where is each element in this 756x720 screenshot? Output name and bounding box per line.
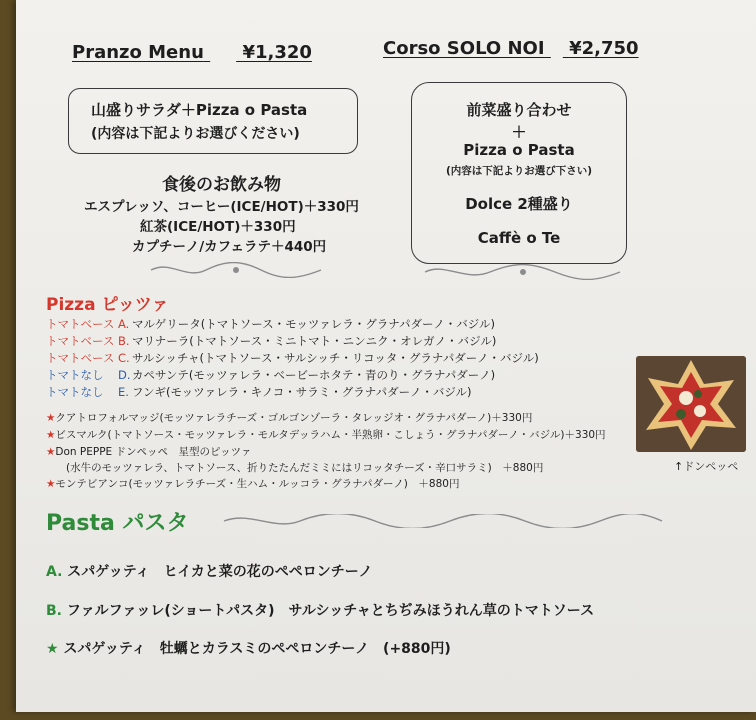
corso-item-dolce: Dolce 2種盛り — [465, 195, 573, 213]
photo-caption: ↑ドンペッペ — [674, 460, 739, 473]
pranzo-box-line2: (内容は下記よりお選びください) — [91, 126, 300, 142]
pizza-desc: マルゲリータ(トマトソース・モッツァレラ・グラナパダーノ・バジル) — [132, 317, 495, 331]
star-icon: ★ — [46, 412, 56, 424]
drink-line-3: カプチーノ/カフェラテ＋440円 — [132, 239, 327, 255]
pizza-letter: B. — [118, 334, 130, 348]
ornament-divider-left — [146, 262, 326, 278]
pranzo-price: ¥1,320 — [242, 42, 312, 63]
pizza-desc: マリナーラ(トマトソース・ミニトマト・ニンニク・オレガノ・バジル) — [132, 334, 497, 348]
corso-price: ¥2,750 — [569, 38, 639, 59]
pasta-heading: Pasta パスタ — [46, 511, 189, 536]
pranzo-title — [72, 42, 312, 63]
pizza-row-d — [46, 367, 495, 383]
pizza-letter: E. — [118, 385, 129, 399]
pasta-mark: A. — [46, 564, 63, 580]
pizza-letter: A. — [118, 317, 130, 331]
ornament-divider-pasta — [220, 514, 666, 528]
pizza-desc: フンギ(モッツァレラ・キノコ・サラミ・グラナパダーノ・バジル) — [132, 385, 472, 399]
pasta-mark: B. — [46, 603, 62, 619]
special-text: (水牛のモッツァレラ、トマトソース、折りたたんだミミにはリコッタチーズ・辛口サラミ) ＋880円 — [66, 462, 544, 474]
pasta-item-a — [46, 561, 373, 581]
special-quattro — [46, 410, 532, 425]
star-icon: ★ — [46, 478, 56, 490]
corso-title-text: Corso SOLO NOI — [383, 38, 545, 59]
star-icon: ★ — [46, 429, 56, 441]
pizza-row-c — [46, 350, 539, 366]
special-text: モンテビアンコ(モッツァレラチーズ・生ハム・ルッコラ・グラナパダーノ) ＋880円 — [55, 478, 460, 490]
pranzo-box-line1: 山盛りサラダ＋Pizza o Pasta — [91, 101, 308, 119]
star-icon: ★ — [46, 446, 56, 458]
corso-item-antipasto: 前菜盛り合わせ — [466, 101, 572, 119]
drink-line-2: 紅茶(ICE/HOT)＋330円 — [140, 219, 296, 235]
pizza-base-label: トマトベース — [46, 317, 115, 331]
corso-item-plus: ＋ — [511, 123, 527, 141]
corso-item-caffe: Caffè o Te — [477, 229, 561, 247]
pizza-row-a — [46, 316, 495, 332]
special-text: ビスマルク(トマトソース・モッツァレラ・モルタデッラハム・半熟卵・こしょう・グラナパダーノ・バジル)＋330円 — [55, 429, 606, 441]
pasta-text: スパゲッティ ヒイカと菜の花のペペロンチーノ — [67, 564, 373, 580]
special-monte-bianco — [46, 476, 459, 491]
corso-item-note: (内容は下記よりお選び下さい) — [445, 165, 593, 177]
special-text: Don PEPPE ドンペッペ 星型のピッツァ — [55, 446, 252, 458]
special-bismarck — [46, 427, 606, 442]
menu-paper — [16, 0, 756, 712]
pizza-base-label: トマトベース — [46, 351, 115, 365]
pizza-letter: C. — [118, 351, 130, 365]
drink-line-1: エスプレッソ、コーヒー(ICE/HOT)＋330円 — [84, 199, 359, 215]
drinks-title: 食後のお飲み物 — [162, 175, 281, 195]
pizza-photo — [636, 356, 746, 452]
special-don-peppe — [46, 444, 252, 459]
corso-title — [383, 38, 639, 59]
pizza-row-b — [46, 333, 496, 349]
pranzo-title-text: Pranzo Menu — [72, 42, 204, 63]
pizza-base-label: トマトなし — [46, 368, 104, 382]
special-don-peppe-desc — [66, 460, 543, 475]
pizza-base-label: トマトベース — [46, 334, 115, 348]
pasta-text: ファルファッレ(ショートパスタ) サルシッチャとちぢみほうれん草のトマトソース — [66, 603, 595, 619]
pranzo-box — [68, 88, 358, 154]
special-text: クアトロフォルマッジ(モッツァレラチーズ・ゴルゴンゾーラ・タレッジオ・グラナパダーノ)＋330円 — [55, 412, 533, 424]
pasta-text: スパゲッティ 牡蠣とカラスミのペペロンチーノ (+880円) — [63, 641, 451, 657]
pizza-desc: サルシッチャ(トマトソース・サルシッチ・リコッタ・グラナパダーノ・バジル) — [132, 351, 539, 365]
star-icon: ★ — [46, 641, 59, 657]
pasta-item-b — [46, 600, 594, 620]
pasta-item-special — [46, 638, 451, 658]
pizza-desc: カペサンテ(モッツァレラ・ベービーホタテ・青のり・グラナパダーノ) — [132, 368, 496, 382]
pizza-base-label: トマトなし — [46, 385, 104, 399]
pizza-heading: Pizza ピッツァ — [46, 295, 169, 315]
pizza-row-e — [46, 384, 472, 400]
corso-box — [411, 82, 627, 264]
corso-item-pizza-pasta: Pizza o Pasta — [463, 141, 575, 159]
ornament-divider-right — [420, 264, 626, 280]
pizza-letter: D. — [118, 368, 131, 382]
